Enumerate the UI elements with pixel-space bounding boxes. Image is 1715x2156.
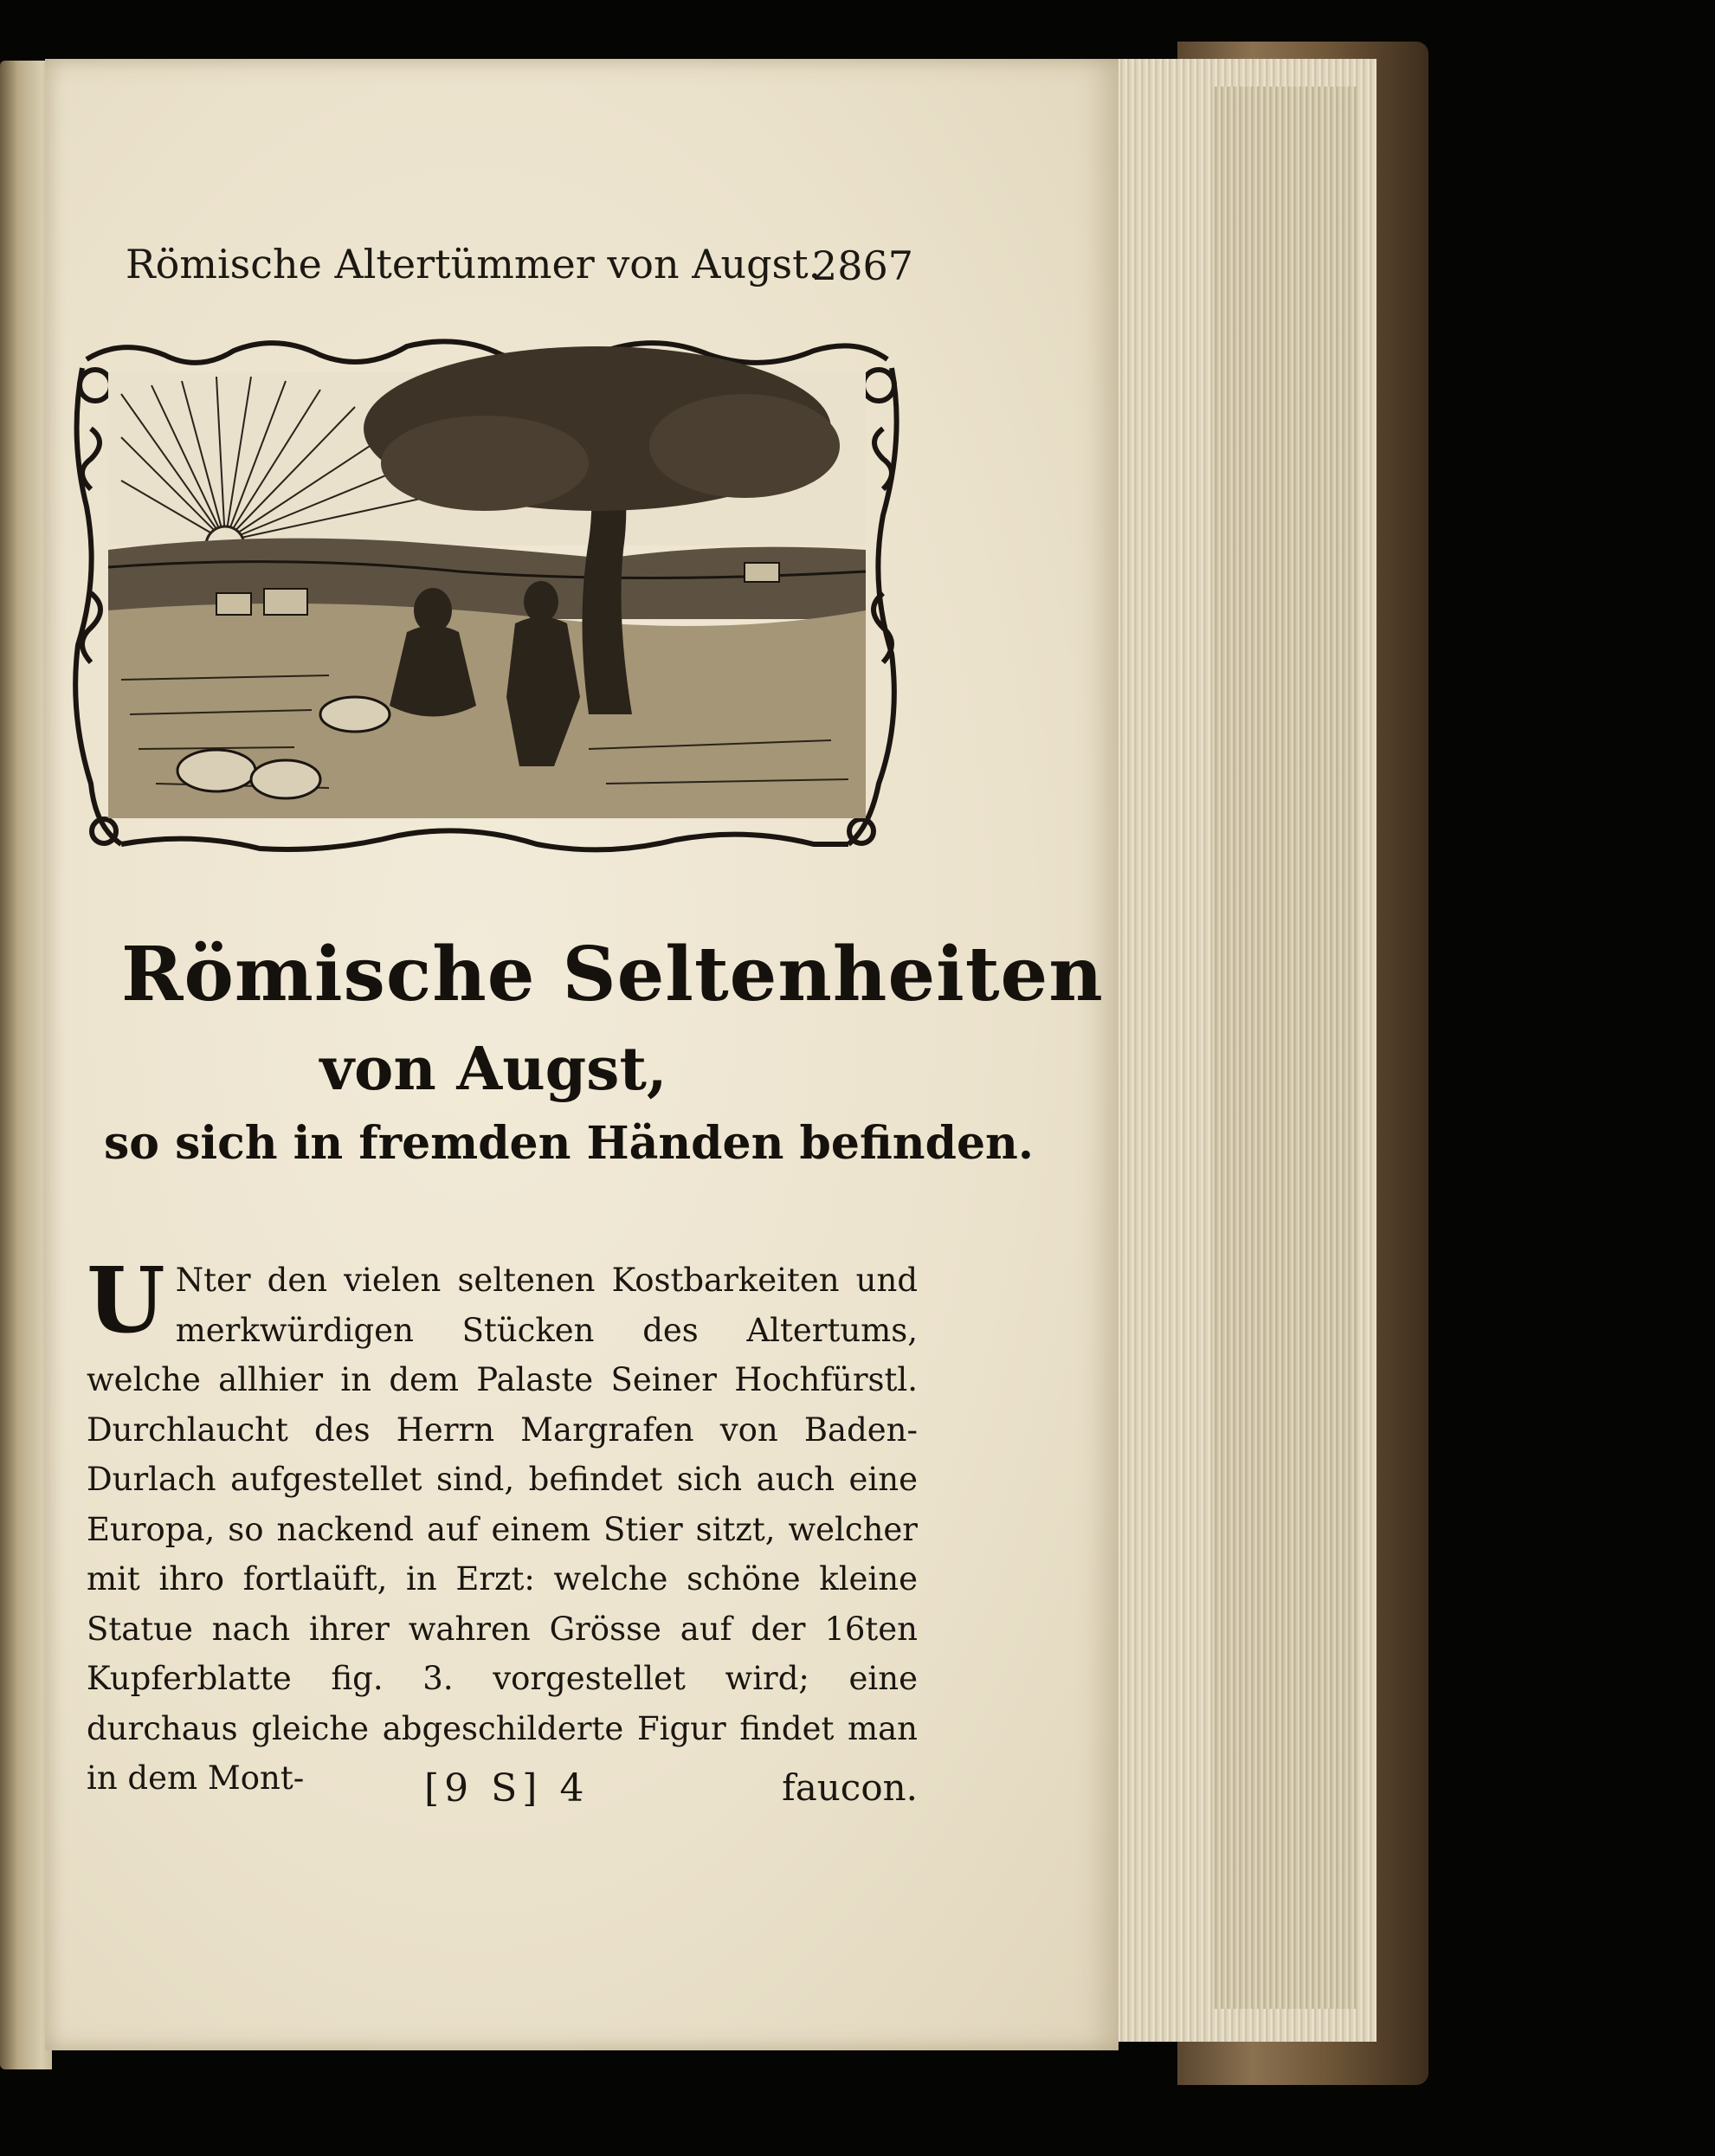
title: Römische Seltenheiten bbox=[121, 931, 1104, 1018]
woodcut-vignette bbox=[69, 333, 905, 857]
signature-mark: [9 S] 4 bbox=[424, 1766, 590, 1811]
subtitle: von Augst, bbox=[319, 1035, 667, 1104]
page-block-edges-inner bbox=[1212, 87, 1359, 2009]
running-head: Römische Altertümmer von Augst. bbox=[126, 241, 822, 287]
left-page-edge bbox=[0, 61, 52, 2069]
page-number: 2867 bbox=[811, 242, 913, 289]
body-paragraph bbox=[87, 1247, 918, 1797]
catchword: faucon. bbox=[782, 1766, 918, 1809]
body-text: Nter den vielen seltenen Kostbarkeiten und merkwürdigen Stücken des Altertums, welche allhier in dem Palaste Seiner Hochfürstl. Durchlaucht des Herrn Margrafen von Baden-Durlach aufgestellet sind, befindet sich auch eine Europa, so nackend auf einem Stier sitzt, welcher mit ihro fortlaüft, in Erzt: welche schöne kleine Statue nach ihrer wahren Grösse auf der 16ten Kupferblatte fig. 3. vorgestellet wird; eine durchaus gleiche abgeschilderte Figur findet man in dem Mont- bbox=[87, 1262, 918, 1797]
subtitle-line-2: so sich in fremden Händen befinden. bbox=[104, 1117, 1034, 1170]
drop-cap: U bbox=[87, 1247, 165, 1353]
